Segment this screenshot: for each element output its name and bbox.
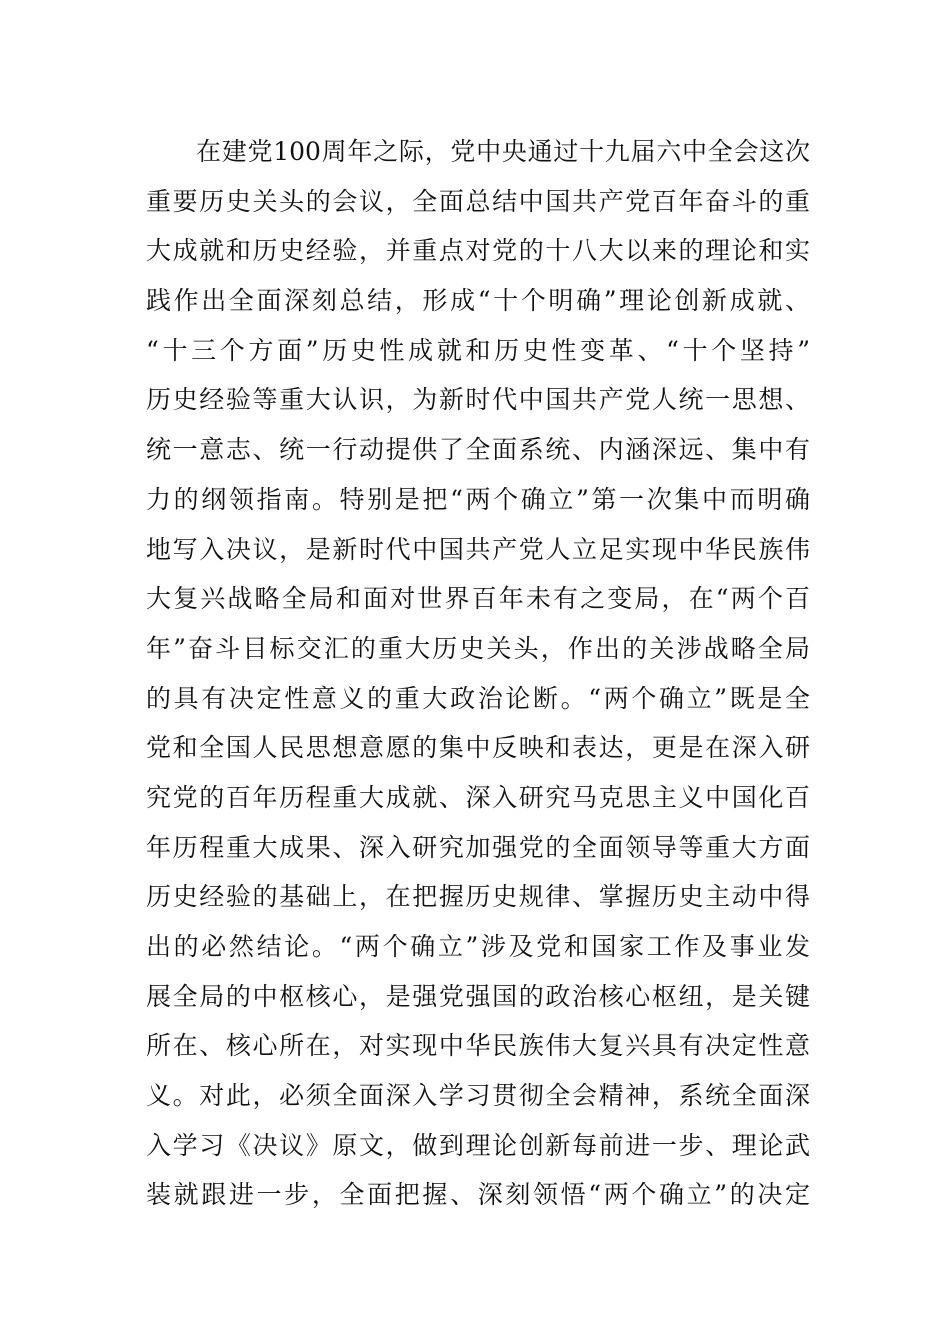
paragraph-line-22: 装就跟进一步，全面把握、深刻领悟“两个确立”的决定 [146,1180,810,1210]
paragraph-line-16: 历史经验的基础上，在把握历史规律、掌握历史主动中得 [146,882,810,912]
paragraph-line-13: 党和全国人民思想意愿的集中反映和表达，更是在深入研 [146,733,810,763]
paragraph-line-4: 践作出全面深刻总结，形成“十个明确”理论创新成就、 [146,286,810,316]
paragraph-line-15: 年历程重大成果、深入研究加强党的全面领导等重大方面 [146,832,810,862]
paragraph-line-20: 义。对此，必须全面深入学习贯彻全会精神，系统全面深 [146,1081,810,1111]
paragraph-line-12: 的具有决定性意义的重大政治论断。“两个确立”既是全 [146,683,810,713]
paragraph-line-2: 重要历史关头的会议，全面总结中国共产党百年奋斗的重 [146,186,810,216]
paragraph-line-17: 出的必然结论。“两个确立”涉及党和国家工作及事业发 [146,932,810,961]
paragraph-line-10: 大复兴战略全局和面对世界百年未有之变局，在“两个百 [146,584,810,614]
body-paragraph [146,127,810,1220]
paragraph-line-5: “十三个方面”历史性成就和历史性变革、“十个坚持” [146,335,810,365]
paragraph-line-1: 在建党100周年之际，党中央通过十九届六中全会这次 [196,137,810,166]
paragraph-line-21: 入学习《决议》原文，做到理论创新每前进一步、理论武 [146,1130,810,1160]
paragraph-line-14: 究党的百年历程重大成就、深入研究马克思主义中国化百 [146,782,810,812]
paragraph-line-18: 展全局的中枢核心，是强党强国的政治核心枢纽，是关键 [146,981,810,1011]
paragraph-line-19: 所在、核心所在，对实现中华民族伟大复兴具有决定性意 [146,1031,810,1061]
paragraph-line-7: 统一意志、统一行动提供了全面系统、内涵深远、集中有 [146,435,810,465]
paragraph-line-11: 年”奋斗目标交汇的重大历史关头，作出的关涉战略全局 [146,633,810,663]
paragraph-line-3: 大成就和历史经验，并重点对党的十八大以来的理论和实 [146,236,810,266]
paragraph-line-6: 历史经验等重大认识，为新时代中国共产党人统一思想、 [146,385,810,415]
paragraph-line-9: 地写入决议，是新时代中国共产党人立足实现中华民族伟 [146,534,810,564]
paragraph-line-8: 力的纲领指南。特别是把“两个确立”第一次集中而明确 [146,484,810,514]
